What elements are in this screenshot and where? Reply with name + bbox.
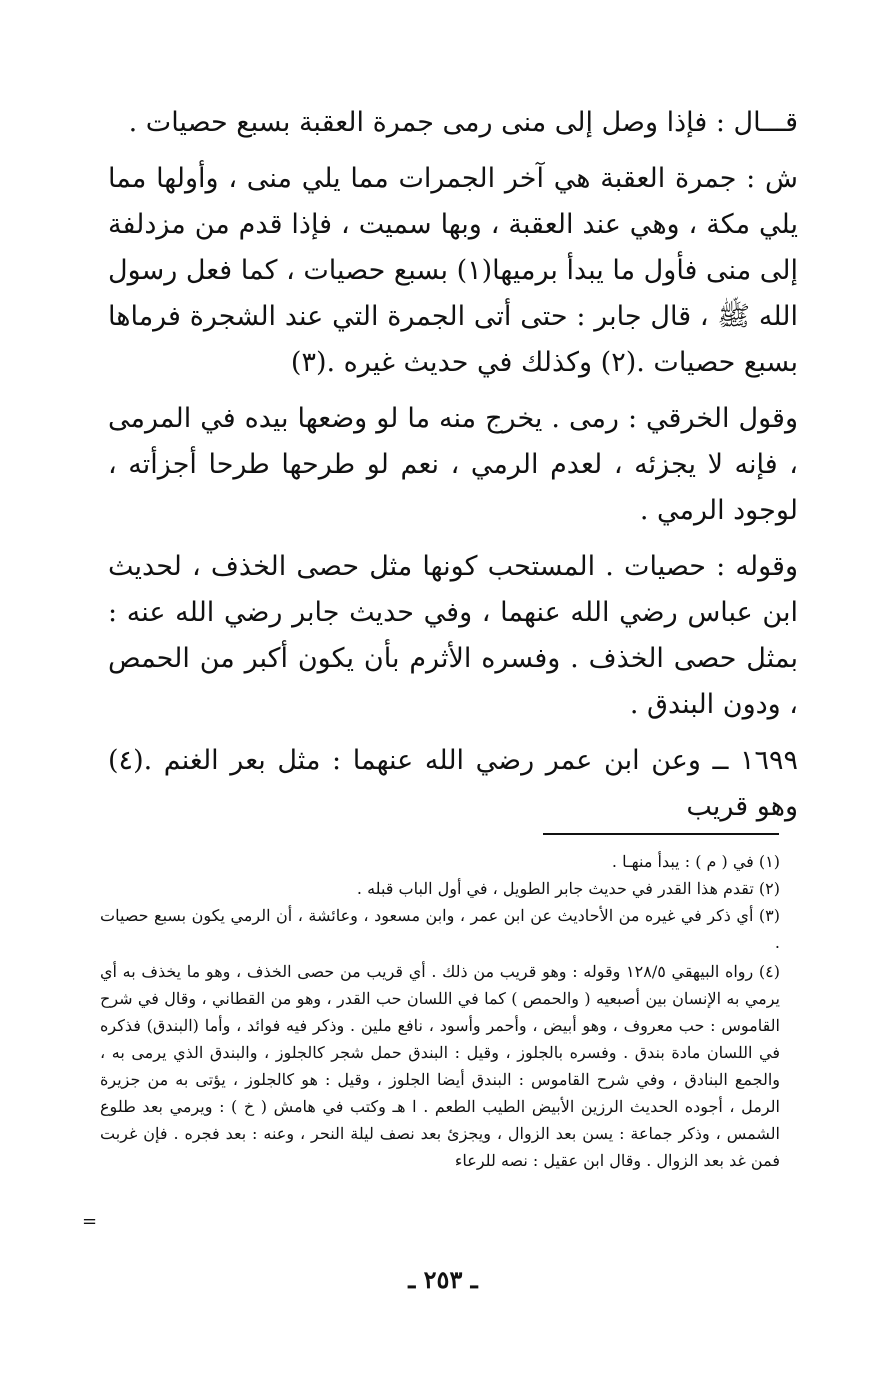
main-text <box>108 100 798 840</box>
paragraph-matn: قـــال : فإذا وصل إلى منى رمى جمرة العقبة بسبع حصيات . <box>128 107 798 138</box>
footnote-4: (٤) رواه البيهقي ١٢٨/٥ وقوله : وهو قريب من ذلك . أي قريب من حصى الخذف ، وهو ما يخذف به أي يرمي به الإنسان بين أصبعيه ( والحمص ) كما في اللسان حب القدر ، وهو من القطاني ، وقال في شرح القاموس : حب معروف ، وهو أبيض ، وأحمر وأسود ، نافع ملين . وذكر فيه فوائد ، وأما (البندق) فذكره في اللسان مادة بندق . وفسره بالجلوز ، وقيل : البندق حمل شجر كالجلوز ، والبندق الذي يرمى به ، والجمع البنادق ، وفي شرح القاموس : البندق أيضا الجلوز ، وقيل : هو كالجلوز ، يؤتى به من جزيرة الرمل ، أجوده الحديث الرزين الأبيض الطيب الطعم . ا هـ وكتب في هامش ( خ ) : ويرمي بعد طلوع الشمس ، وذكر جماعة : يسن بعد الزوال ، ويجزئ بعد نصف ليلة النحر ، وعنه : بعد فجره . فإن غربت فمن غد بعد الزوال . وقال ابن عقيل : نصه للرعاء <box>100 962 781 1170</box>
paragraph-hasayat: وقوله : حصيات . المستحب كونها مثل حصى الخذف ، لحديث ابن عباس رضي الله عنهما ، وفي حديث جابر رضي الله عنه : بمثل حصى الخذف . وفسره الأثرم بأن يكون أكبر من الحمص ، ودون البندق . <box>108 551 798 720</box>
paragraph-sharh: ش : جمرة العقبة هي آخر الجمرات مما يلي منى ، وأولها مما يلي مكة ، وهي عند العقبة ، وبها سميت ، فإذا قدم من مزدلفة إلى منى فأول ما يبدأ برميها(١) بسبع حصيات ، كما فعل رسول الله ﷺ ، قال جابر : حتى أتى الجمرة التي عند الشجرة فرماها بسبع حصيات .(٢) وكذلك في حديث غيره .(٣) <box>108 163 798 378</box>
page-number: ـ ٢٥٣ ـ <box>408 1265 478 1294</box>
footnote-1: (١) في ( م ) : يبدأ منهـا . <box>611 852 780 871</box>
paragraph-numbered-1699: ١٦٩٩ ــ وعن ابن عمر رضي الله عنهما : مثل بعر الغنم .(٤) وهو قريب <box>108 745 798 822</box>
footnote-3: (٣) أي ذكر في غيره من الأحاديث عن ابن عمر ، وابن مسعود ، وعائشة ، أن الرمي يكون بسبع حصيات . <box>100 906 780 952</box>
footnote-2: (٢) تقدم هذا القدر في حديث جابر الطويل ، في أول الباب قبله . <box>356 879 780 898</box>
footnote-separator <box>543 833 779 835</box>
continuation-mark: = <box>82 1211 98 1232</box>
paragraph-kharqi: وقول الخرقي : رمى . يخرج منه ما لو وضعها بيده في المرمى ، فإنه لا يجزئه ، لعدم الرمي ، نعم لو طرحها طرحا أجزأته ، لوجود الرمي . <box>108 403 798 526</box>
footnotes <box>100 848 780 1174</box>
